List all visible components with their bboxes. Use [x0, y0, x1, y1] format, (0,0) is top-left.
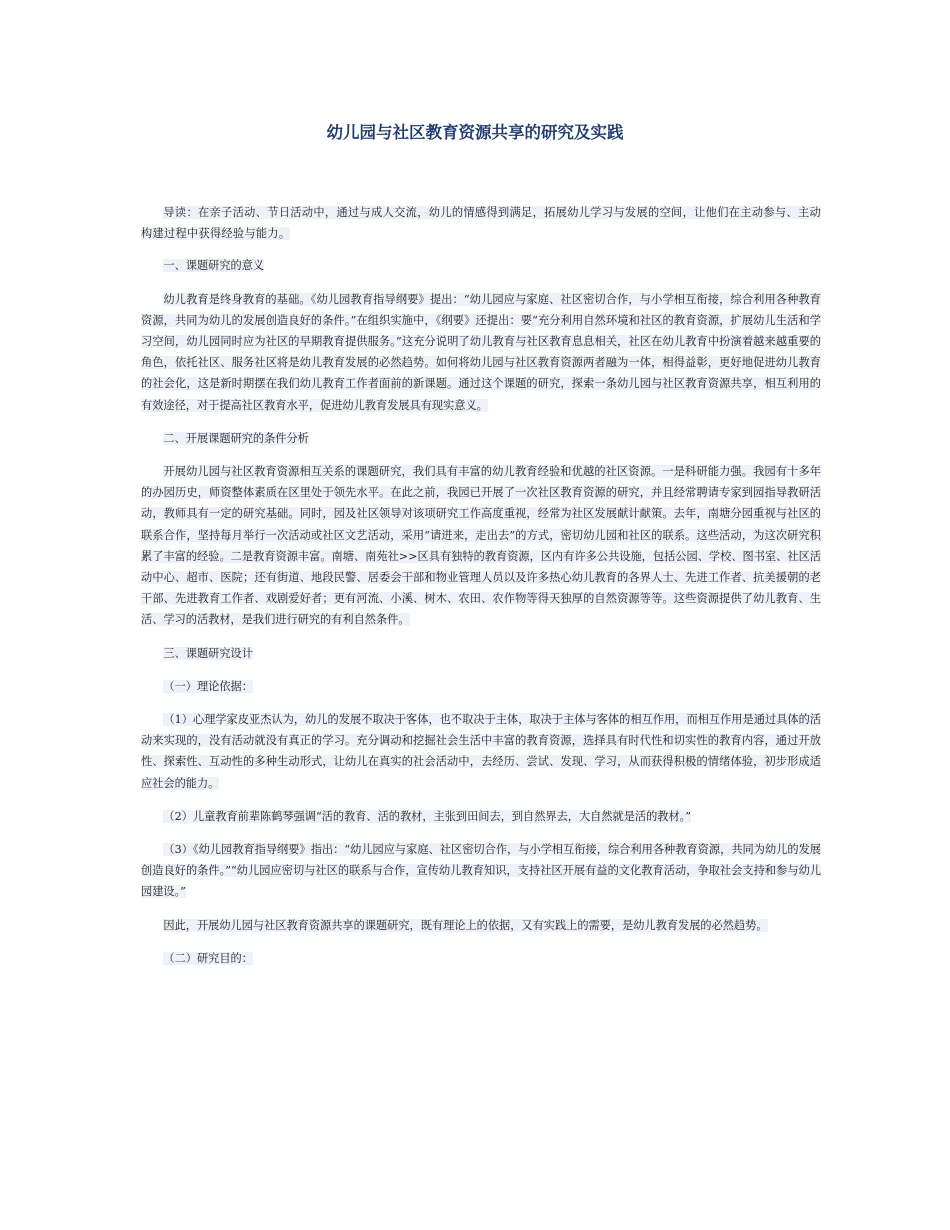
section-heading-text: 三、课题研究设计	[163, 646, 253, 660]
section-heading-design	[141, 643, 821, 664]
theory-item-3	[141, 839, 821, 903]
body-paragraph-text: （1）心理学家皮亚杰认为，幼儿的发展不取决于客体，也不取决于主体，取决于主体与客体的相互作用，而相互作用是通过具体的活动来实现的，没有活动就没有真正的学习。充分调动和挖掘社会生活中丰富的教育资源，选择具有时代性和切实性的教育内容，通过开放性、探索性、互动性的多种生动形式，让幼儿在真实的社会活动中，去经历、尝试、发现、学习，从而获得积极的情绪体验，初步形成适应社会的能力。	[141, 713, 821, 790]
body-paragraph-text: （2）儿童教育前辈陈鹤琴强调“活的教育、活的教材，主张到田间去，到自然界去，大自然就是活的教材。”	[163, 809, 691, 823]
subsection-heading-text: （二）研究目的：	[163, 951, 253, 965]
intro-paragraph	[141, 202, 821, 244]
theory-item-1	[141, 709, 821, 794]
section-heading-text: 二、开展课题研究的条件分析	[163, 431, 309, 445]
body-paragraph-text: 幼儿教育是终身教育的基础。《幼儿园教育指导纲要》提出：“幼儿园应与家庭、社区密切合作，与小学相互衔接，综合利用各种教育资源，共同为幼儿的发展创造良好的条件。”在组织实施中，《纲要》还提出：要“充分利用自然环境和社区的教育资源，扩展幼儿生活和学习空间，幼儿园同时应为社区的早期教育提供服务。”这充分说明了幼儿教育与社区教育息息相关，社区在幼儿教育中扮演着越来越重要的角色，依托社区、服务社区将是幼儿教育发展的必然趋势。如何将幼儿园与社区教育资源两者融为一体，相得益彰，更好地促进幼儿教育的社会化，这是新时期摆在我们幼儿教育工作者面前的新课题。通过这个课题的研究，探索一条幼儿园与社区教育资源共享，相互利用的有效途径，对于提高社区教育水平，促进幼儿教育发展具有现实意义。	[141, 292, 821, 412]
body-paragraph-text: 因此，开展幼儿园与社区教育资源共享的课题研究，既有理论上的依据，又有实践上的需要，是幼儿教育发展的必然趋势。	[163, 918, 768, 932]
subsection-heading-purpose	[141, 948, 821, 969]
document-title: 幼儿园与社区教育资源共享的研究及实践	[326, 123, 624, 142]
intro-text: 导读：在亲子活动、节日活动中，通过与成人交流，幼儿的情感得到满足，拓展幼儿学习与发展的空间，让他们在主动参与、主动构建过程中获得经验与能力。	[141, 206, 821, 241]
theory-item-2	[141, 806, 821, 827]
body-paragraph	[141, 289, 821, 416]
section-heading-conditions	[141, 428, 821, 449]
body-paragraph	[141, 461, 821, 631]
body-paragraph-text: 开展幼儿园与社区教育资源相互关系的课题研究，我们具有丰富的幼儿教育经验和优越的社区资源。一是科研能力强。我园有十多年的办园历史，师资整体素质在区里处于领先水平。在此之前，我园已开展了一次社区教育资源的研究，并且经常聘请专家到园指导教研活动，教师具有一定的研究基础。同时，园及社区领导对该项研究工作高度重视，经常为社区发展献计献策。去年，南塘分园重视与社区的联系合作，坚持每月举行一次活动或社区文艺活动，采用“请进来，走出去”的方式，密切幼儿园和社区的联系。这些活动，为这次研究积累了丰富的经验。二是教育资源丰富。南塘、南苑社>>区具有独特的教育资源，区内有许多公共设施，包括公园、学校、图书室、社区活动中心、超市、医院；还有街道、地段民警、居委会干部和物业管理人员以及许多热心幼儿教育的各界人士、先进工作者、抗美援朝的老干部、先进教育工作者、戏剧爱好者；更有河流、小溪、树木、农田、农作物等得天独厚的自然资源等等。这些资源提供了幼儿教育、生活、学习的活教材，是我们进行研究的有利自然条件。	[141, 465, 821, 627]
section-heading-significance	[141, 255, 821, 276]
body-paragraph-text: （3）《幼儿园教育指导纲要》指出：“幼儿园应与家庭、社区密切合作，与小学相互衔接，综合利用各种教育资源，共同为幼儿的发展创造良好的条件。”“幼儿园应密切与社区的联系与合作，宣传幼儿教育知识，支持社区开展有益的文化教育活动，争取社会支持和参与幼儿园建设。”	[141, 843, 821, 899]
document-body	[141, 202, 821, 981]
conclusion-paragraph	[141, 915, 821, 936]
section-heading-text: 一、课题研究的意义	[163, 259, 265, 273]
subsection-heading-text: （一）理论依据：	[163, 679, 253, 693]
subsection-heading-theory	[141, 676, 821, 697]
